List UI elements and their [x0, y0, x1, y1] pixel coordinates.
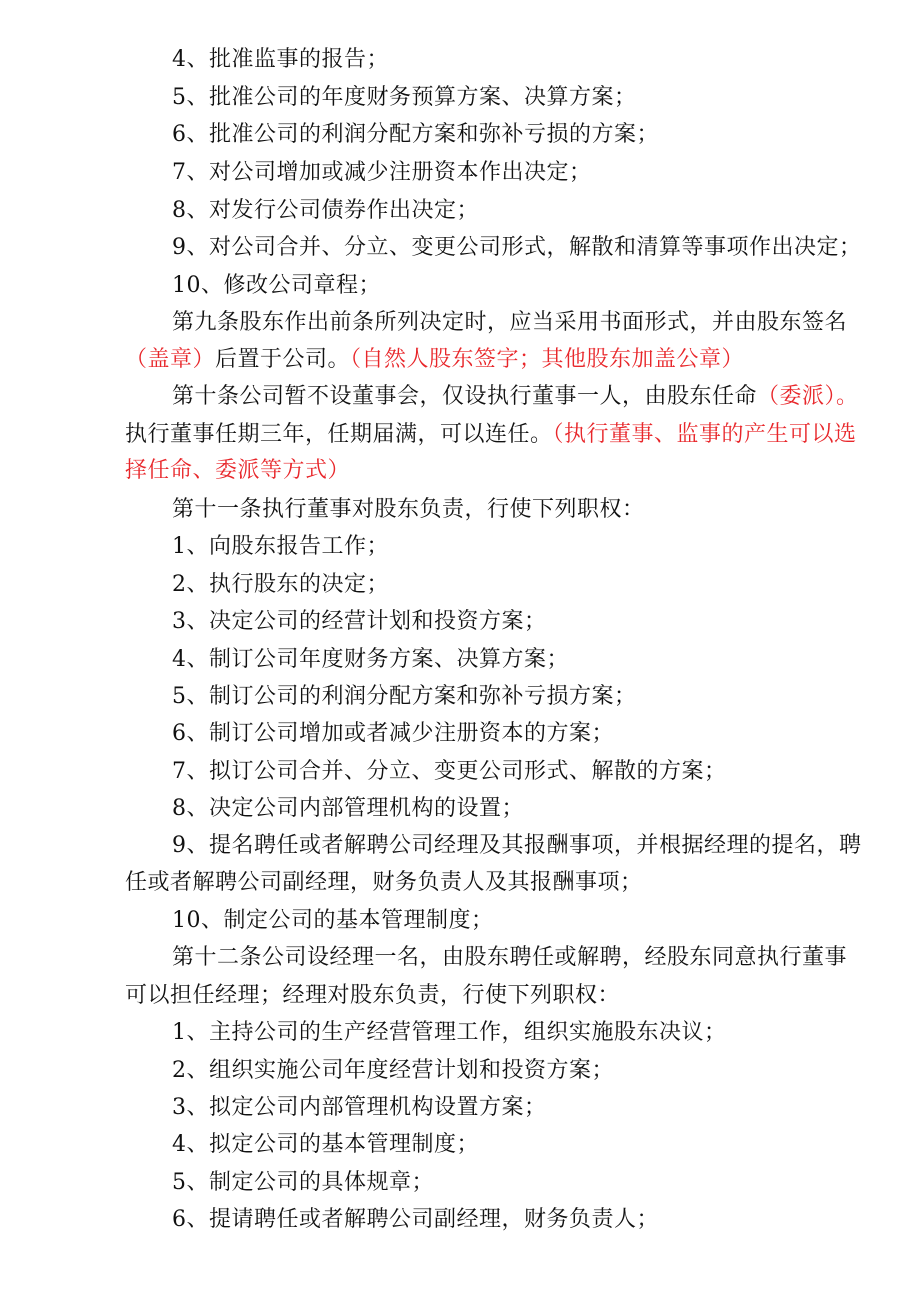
text-line: 7、拟订公司合并、分立、变更公司形式、解散的方案； [172, 759, 727, 784]
text-line: 9、提名聘任或者解聘公司经理及其报酬事项，并根据经理的提名，聘 [172, 833, 862, 858]
red-note: 择任命、委派等方式） [125, 458, 351, 483]
text-line: 第十条公司暂不设董事会，仅设执行董事一人，由股东任命（委派）。 [172, 384, 859, 409]
text-line: 10、修改公司章程； [172, 273, 381, 298]
red-note: （委派）。 [757, 384, 859, 409]
text-line: 第十二条公司设经理一名，由股东聘任或解聘，经股东同意执行董事 [172, 945, 848, 970]
red-note: （盖章） [125, 347, 216, 372]
text-line: 8、对发行公司债券作出决定； [172, 198, 479, 223]
text-line: 5、制订公司的利润分配方案和弥补亏损方案； [172, 684, 637, 709]
text-line: 6、制订公司增加或者减少注册资本的方案； [172, 721, 614, 746]
text-line: 10、制定公司的基本管理制度； [172, 908, 494, 933]
text-line: 第十一条执行董事对股东负责，行使下列职权： [172, 497, 645, 522]
red-note: （自然人股东签字；其他股东加盖公章） [350, 347, 745, 372]
text-line: 9、对公司合并、分立、变更公司形式，解散和清算等事项作出决定； [172, 235, 862, 260]
text-line: 3、决定公司的经营计划和投资方案； [172, 609, 547, 634]
text-line: 4、拟定公司的基本管理制度； [172, 1132, 479, 1157]
text-line: 执行董事任期三年，任期届满，可以连任。（执行董事、监事的产生可以选 [125, 422, 857, 447]
text-line: 4、批准监事的报告； [172, 47, 389, 72]
text-line: 6、批准公司的利润分配方案和弥补亏损的方案； [172, 122, 659, 147]
red-note: （执行董事、监事的产生可以选 [552, 422, 857, 447]
text-line: 5、批准公司的年度财务预算方案、决算方案； [172, 85, 637, 110]
text-line: 可以担任经理；经理对股东负责，行使下列职权： [125, 983, 621, 1008]
text-line: （盖章）后置于公司。（自然人股东签字；其他股东加盖公章） [125, 347, 745, 372]
text-line: 2、执行股东的决定； [172, 572, 389, 597]
text-line: 3、拟定公司内部管理机构设置方案； [172, 1095, 547, 1120]
text-line: 7、对公司增加或减少注册资本作出决定； [172, 160, 592, 185]
text-line: 6、提请聘任或者解聘公司副经理，财务负责人； [172, 1207, 659, 1232]
text-line: 第九条股东作出前条所列决定时，应当采用书面形式，并由股东签名 [172, 310, 848, 335]
text-line: 4、制订公司年度财务方案、决算方案； [172, 647, 569, 672]
text-line: 任或者解聘公司副经理，财务负责人及其报酬事项； [125, 870, 643, 895]
text-line: 8、决定公司内部管理机构的设置； [172, 796, 524, 821]
text-line: 2、组织实施公司年度经营计划和投资方案； [172, 1058, 614, 1083]
text-line: 1、主持公司的生产经营管理工作，组织实施股东决议； [172, 1020, 727, 1045]
text-line: 5、制定公司的具体规章； [172, 1170, 434, 1195]
text-line: 1、向股东报告工作； [172, 534, 389, 559]
text-line [0, 456, 920, 486]
